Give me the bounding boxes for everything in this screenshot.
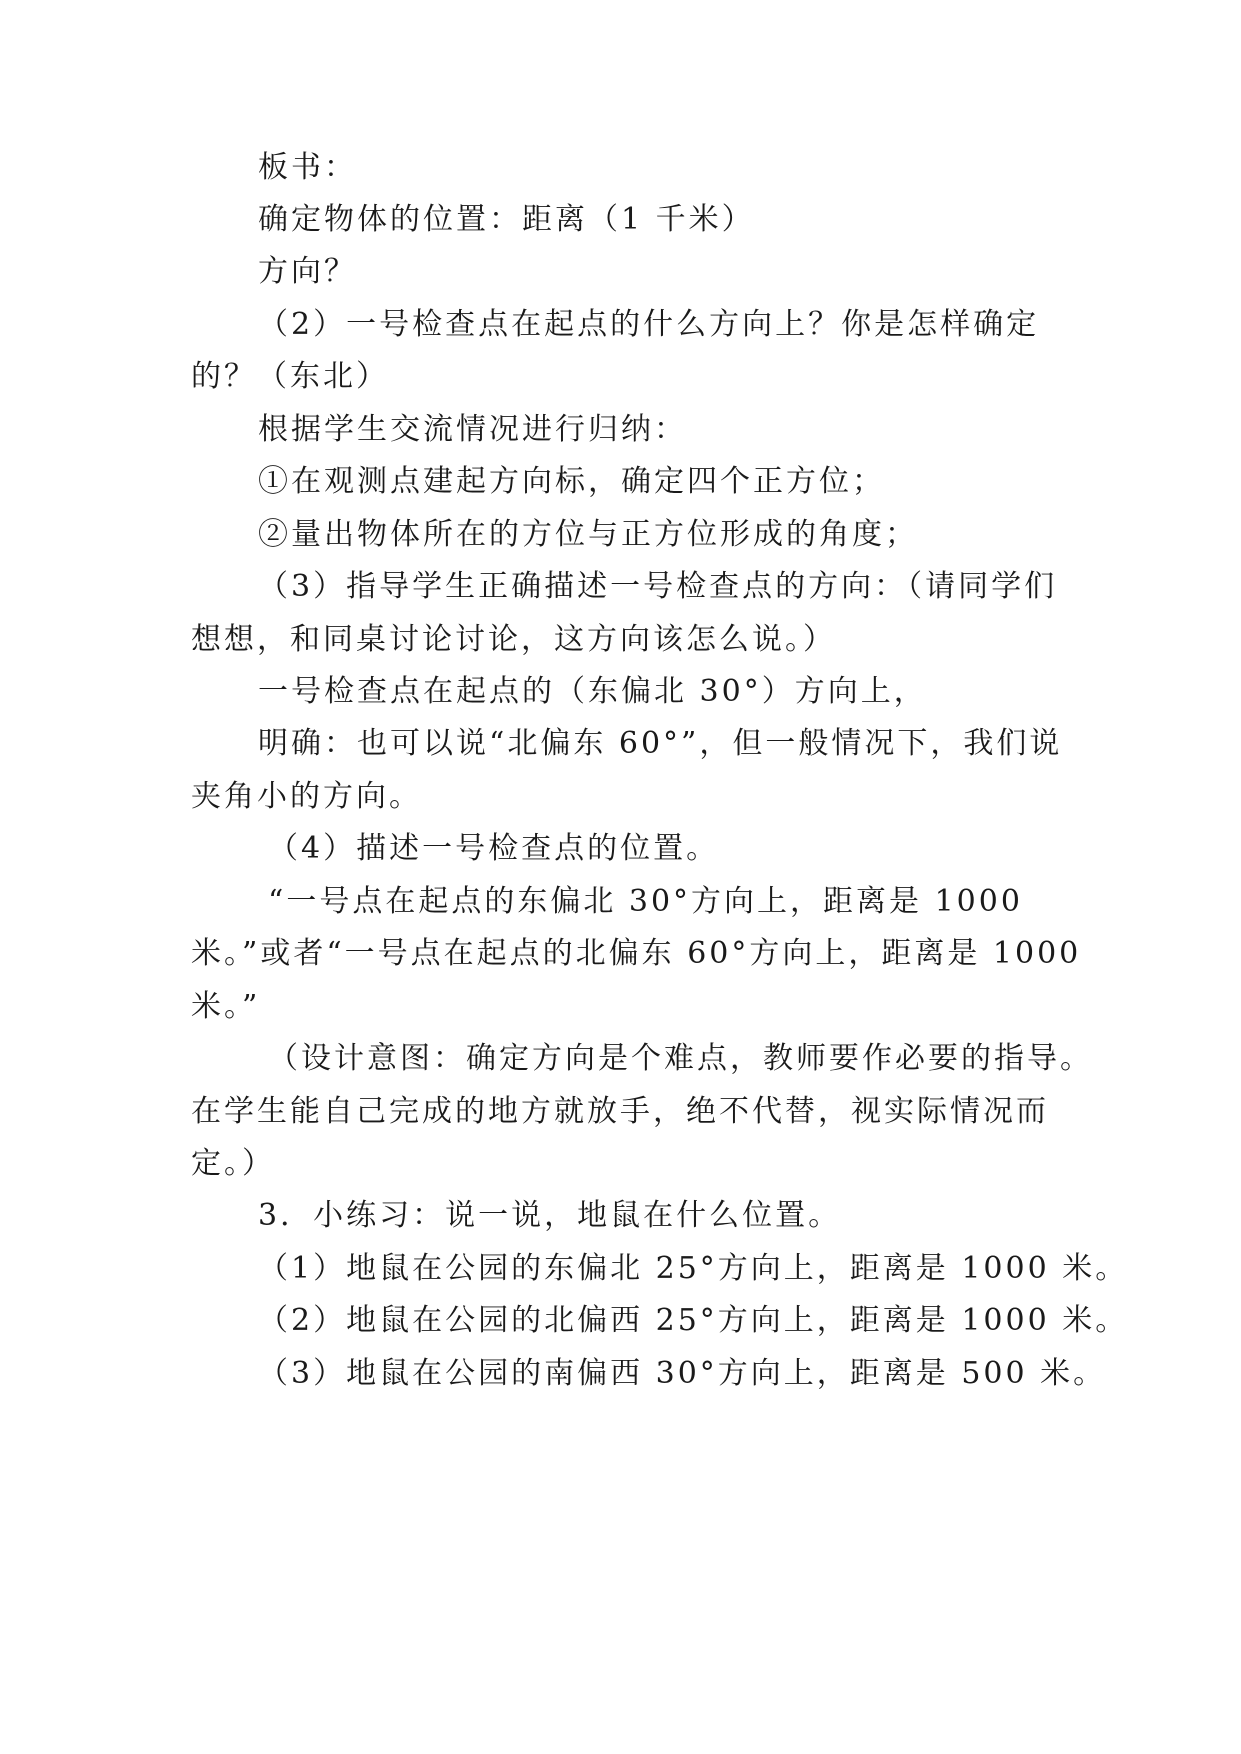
text-line: 方向？	[258, 254, 357, 289]
text-line: 明确：也可以说“北偏东 60°”，但一般情况下，我们说	[258, 726, 1063, 761]
text-line: 一号检查点在起点的（东偏北 30°）方向上，	[258, 674, 927, 709]
text-line: 想想，和同桌讨论讨论，这方向该怎么说。）	[191, 622, 836, 657]
text-line: 夹角小的方向。	[191, 779, 422, 814]
text-line: ②量出物体所在的方位与正方位形成的角度；	[258, 517, 918, 552]
text-line: 的？（东北）	[191, 359, 389, 394]
text-line: 在学生能自己完成的地方就放手，绝不代替，视实际情况而	[191, 1094, 1049, 1129]
text-line: “一号点在起点的东偏北 30°方向上，距离是 1000	[268, 884, 1023, 919]
text-line: 3．小练习：说一说，地鼠在什么位置。	[258, 1198, 842, 1233]
text-line: 米。”或者“一号点在起点的北偏东 60°方向上，距离是 1000	[191, 936, 1082, 971]
text-line: 根据学生交流情况进行归纳：	[258, 412, 687, 447]
board-heading: 板书：	[258, 150, 357, 185]
text-line: （设计意图：确定方向是个难点，教师要作必要的指导。	[268, 1041, 1093, 1076]
text-line: （2）地鼠在公园的北偏西 25°方向上，距离是 1000 米。	[258, 1303, 1129, 1338]
text-line: （1）地鼠在公园的东偏北 25°方向上，距离是 1000 米。	[258, 1251, 1129, 1286]
text-line: 确定物体的位置：距离（1 千米）	[258, 202, 755, 237]
text-line: 米。”	[191, 989, 261, 1024]
text-line: （3）地鼠在公园的南偏西 30°方向上，距离是 500 米。	[258, 1356, 1107, 1391]
text-line: （4）描述一号检查点的位置。	[268, 831, 720, 866]
text-line: 定。）	[191, 1146, 275, 1181]
text-line: ①在观测点建起方向标，确定四个正方位；	[258, 464, 885, 499]
text-line: （2）一号检查点在起点的什么方向上？你是怎样确定	[258, 307, 1040, 342]
text-line: （3）指导学生正确描述一号检查点的方向：（请同学们	[258, 569, 1058, 604]
